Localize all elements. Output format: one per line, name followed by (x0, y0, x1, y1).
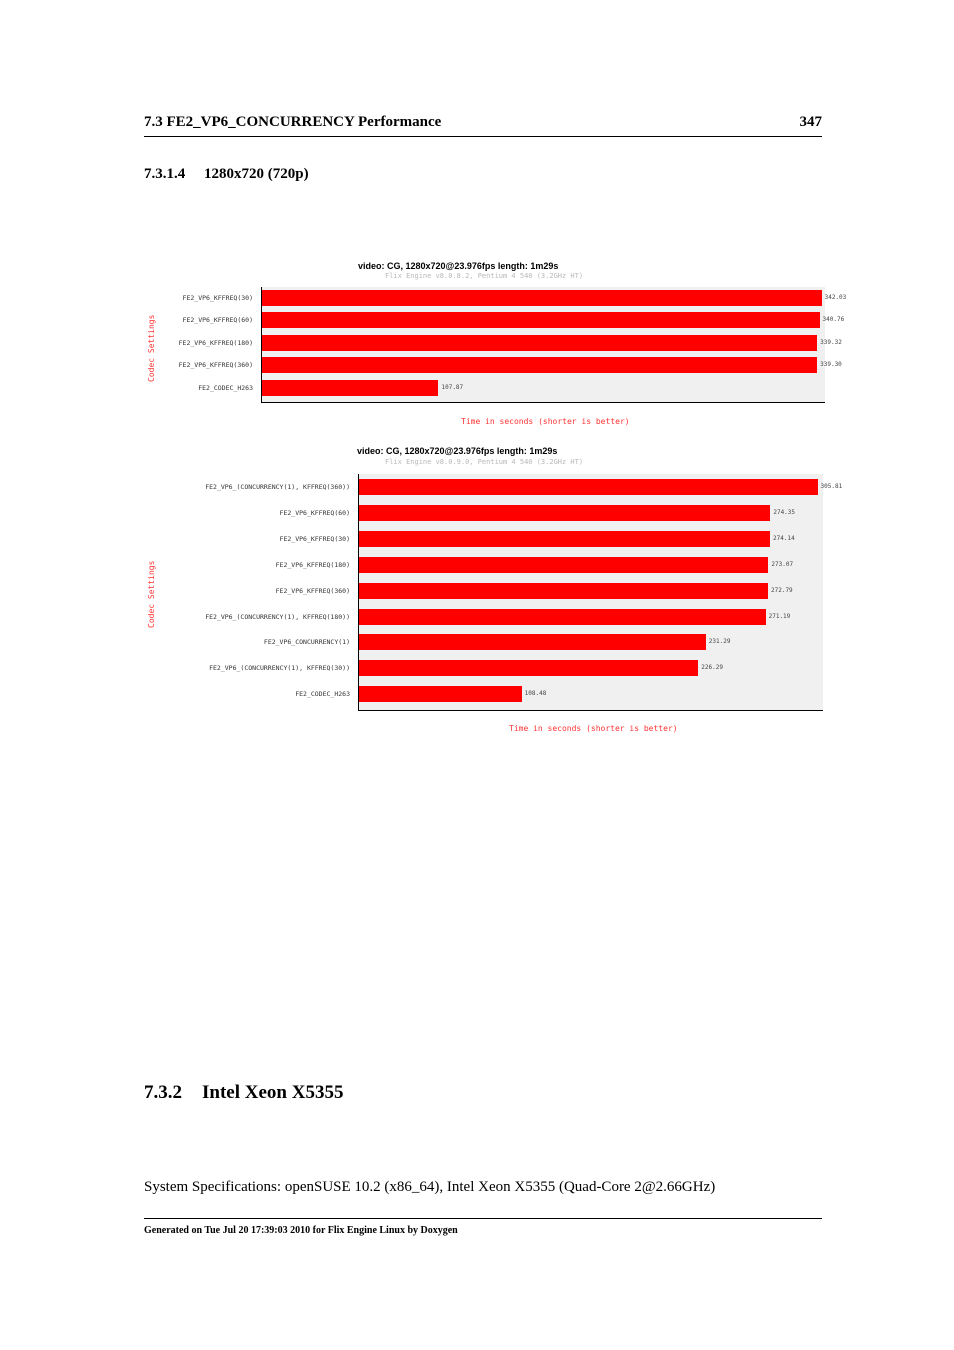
system-specifications: System Specifications: openSUSE 10.2 (x86_64), Intel Xeon X5355 (Quad-Core 2@2.66GHz) (144, 1179, 716, 1195)
category-label: FE2_VP6_KFFREQ(180) (275, 560, 350, 569)
subsection-title: 1280x720 (720p) (204, 166, 309, 182)
chart-subtitle: Flix Engine v8.0.8.2, Pentium 4 540 (3.2GHz HT) (385, 272, 584, 280)
subsection-number: 7.3.1.4 (144, 166, 186, 182)
value-label: 273.07 (771, 560, 794, 568)
value-label: 107.87 (441, 383, 464, 391)
category-label: FE2_VP6_(CONCURRENCY(1), KFFREQ(180)) (205, 612, 350, 621)
category-label: FE2_VP6_(CONCURRENCY(1), KFFREQ(360)) (205, 483, 350, 491)
category-label: FE2_VP6_KFFREQ(60) (182, 316, 253, 325)
bar (359, 531, 770, 547)
bar (359, 583, 768, 599)
category-label: FE2_VP6_KFFREQ(60) (279, 508, 350, 517)
category-label: FE2_VP6_CONCURRENCY(1) (263, 638, 350, 647)
bar (359, 557, 768, 573)
value-label: 339.30 (820, 361, 842, 369)
bar (359, 660, 698, 676)
bar (262, 380, 438, 396)
value-label: 274.14 (773, 534, 795, 542)
value-label: 272.79 (771, 586, 793, 594)
bar (262, 357, 817, 373)
category-label: FE2_VP6_KFFREQ(180) (178, 338, 253, 347)
page-footer: Generated on Tue Jul 20 17:39:03 2010 for Flix Engine Linux by Doxygen (144, 1218, 822, 1236)
page-header (144, 114, 822, 137)
section-heading (144, 1082, 343, 1104)
category-label: FE2_VP6_KFFREQ(360) (275, 586, 350, 595)
page-number: 347 (799, 114, 822, 130)
x-axis-label: Time in seconds (shorter is better) (461, 417, 630, 426)
category-label: FE2_VP6_KFFREQ(360) (178, 361, 253, 370)
value-label: 305.81 (820, 483, 843, 490)
category-label: FE2_VP6_KFFREQ(30) (279, 534, 350, 543)
x-axis-label: Time in seconds (shorter is better) (509, 724, 678, 733)
value-label: 226.29 (701, 664, 723, 672)
section-title: Intel Xeon X5355 (202, 1082, 344, 1103)
bar (359, 634, 706, 650)
running-section-title: 7.3 FE2_VP6_CONCURRENCY Performance (144, 114, 442, 130)
bar (262, 290, 822, 306)
value-label: 274.35 (773, 508, 796, 516)
bar (359, 686, 522, 702)
chart-subtitle: Flix Engine v8.0.9.0, Pentium 4 540 (3.2GHz HT) (385, 458, 584, 466)
value-label: 339.32 (820, 338, 842, 346)
section-number: 7.3.2 (144, 1082, 182, 1103)
bar (262, 335, 817, 351)
value-label: 231.29 (708, 638, 731, 646)
category-label: FE2_VP6_KFFREQ(30) (182, 294, 253, 302)
subsection-heading (144, 166, 309, 183)
category-label: FE2_CODEC_H263 (198, 383, 253, 392)
chart-title: video: CG, 1280x720@23.976fps length: 1m29s (357, 446, 558, 456)
category-label: FE2_CODEC_H263 (295, 690, 350, 699)
y-axis-label: Codec Settings (147, 560, 156, 628)
bar (359, 609, 766, 625)
chart-title: video: CG, 1280x720@23.976fps length: 1m29s (358, 261, 559, 271)
bar (359, 505, 770, 521)
bar (262, 312, 820, 328)
value-label: 342.03 (824, 294, 847, 301)
y-axis-label: Codec Settings (147, 314, 156, 382)
value-label: 340.76 (822, 316, 845, 324)
category-label: FE2_VP6_(CONCURRENCY(1), KFFREQ(30)) (209, 664, 350, 673)
bar (359, 479, 818, 495)
value-label: 108.48 (524, 690, 547, 698)
value-label: 271.19 (768, 612, 791, 620)
